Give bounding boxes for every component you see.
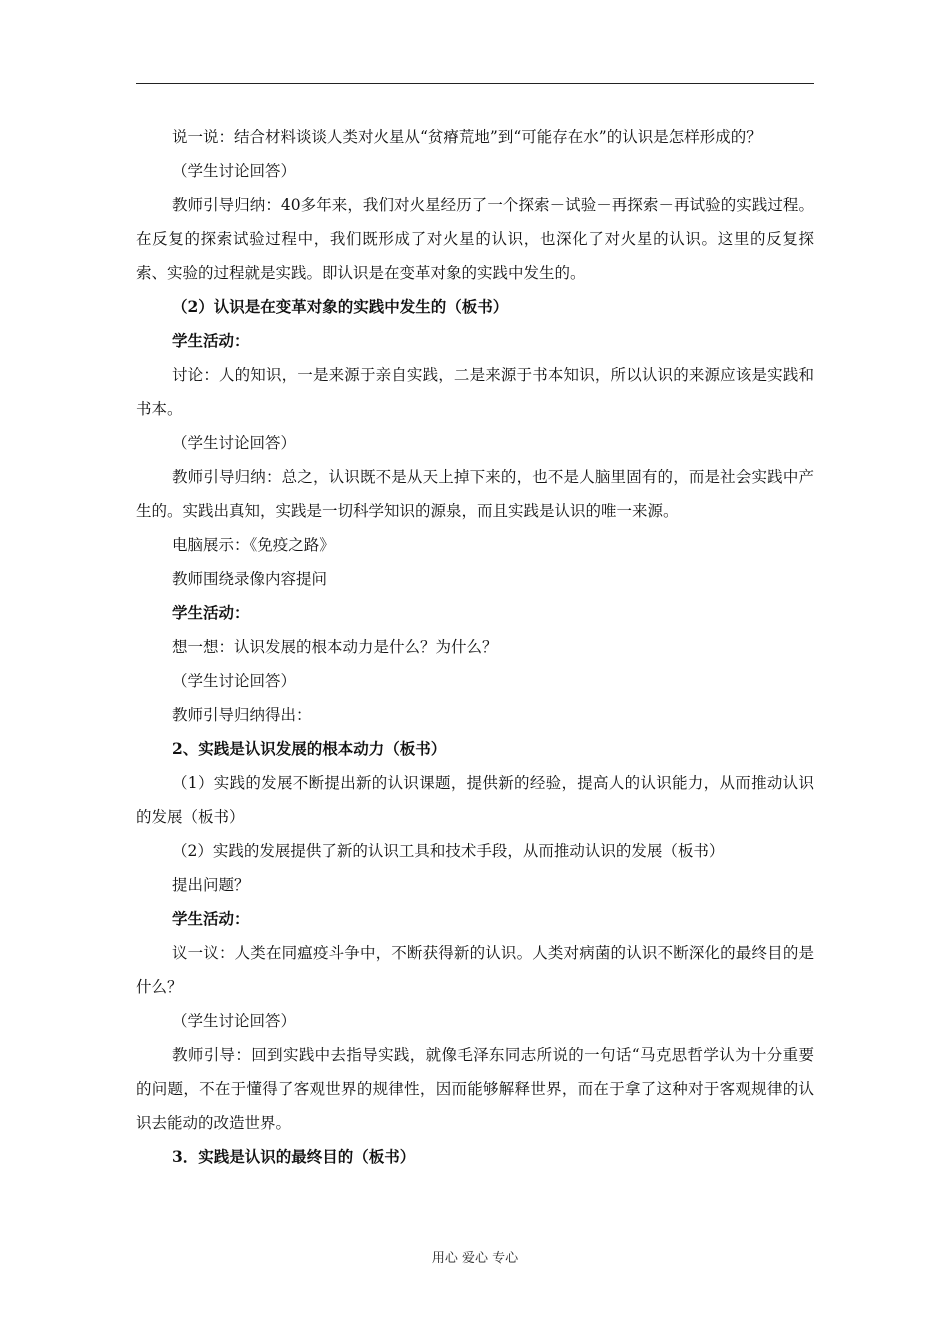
paragraph-discussion-mars: 说一说：结合材料谈谈人类对火星从“贫瘠荒地”到“可能存在水”的认识是怎样形成的？ (172, 128, 762, 146)
paragraph-discussion-knowledge: 讨论：人的知识，一是来源于亲自实践，二是来源于书本知识，所以认识的来源应该是实践和书本。 (136, 366, 814, 418)
paragraph-student-answer: （学生讨论回答） (172, 434, 297, 452)
paragraph-teacher-guidance: 教师引导：回到实践中去指导实践，就像毛泽东同志所说的一句话“马克思哲学认为十分重要的问题，不在于懂得了客观世界的规律性，因而能够解释世界，而在于拿了这种对于客观规律的认识去能动的改造世界。 (136, 1046, 814, 1132)
paragraph-teacher-conclusion: 教师引导归纳得出： (172, 706, 312, 724)
paragraph-point-1: （1）实践的发展不断提出新的认识课题，提供新的经验，提高人的认识能力，从而推动认识的发展（板书） (136, 774, 814, 826)
paragraph-teacher-summary-mars: 教师引导归纳：40多年来，我们对火星经历了一个探索－试验－再探索－再试验的实践过程。在反复的探索试验过程中，我们既形成了对火星的认识，也深化了对火星的认识。这里的反复探索、实验的过程就是实践。即认识是在变革对象的实践中发生的。 (136, 196, 814, 282)
page-footer: 用心 爱心 专心 (431, 1251, 519, 1266)
label-student-activity: 学生活动： (172, 909, 250, 928)
paragraph-teacher-summary-source: 教师引导归纳：总之，认识既不是从天上掉下来的，也不是人脑里固有的，而是社会实践中产生的。实践出真知，实践是一切科学知识的源泉，而且实践是认识的唯一来源。 (136, 468, 814, 520)
label-student-activity: 学生活动： (172, 331, 250, 350)
label-student-activity: 学生活动： (172, 603, 250, 622)
heading-final-purpose: 3．实践是认识的最终目的（板书） (172, 1147, 416, 1166)
paragraph-think: 想一想：认识发展的根本动力是什么？为什么？ (172, 638, 498, 656)
paragraph-computer-display: 电脑展示：《免疫之路》 (172, 536, 335, 554)
paragraph-student-answer: （学生讨论回答） (172, 672, 297, 690)
heading-driving-force: 2、实践是认识发展的根本动力（板书） (172, 739, 447, 758)
header-rule (136, 83, 814, 84)
paragraph-debate: 议一议：人类在同瘟疫斗争中，不断获得新的认识。人类对病菌的认识不断深化的最终目的是什么？ (136, 944, 814, 996)
paragraph-raise-question: 提出问题？ (172, 876, 250, 894)
document-body (136, 120, 814, 1174)
paragraph-student-answer: （学生讨论回答） (172, 162, 297, 180)
paragraph-student-answer: （学生讨论回答） (172, 1012, 297, 1030)
heading-cognition-origin: （2）认识是在变革对象的实践中发生的（板书） (172, 297, 509, 316)
paragraph-point-2: （2）实践的发展提供了新的认识工具和技术手段，从而推动认识的发展（板书） (172, 842, 725, 860)
paragraph-teacher-question: 教师围绕录像内容提问 (172, 570, 328, 588)
